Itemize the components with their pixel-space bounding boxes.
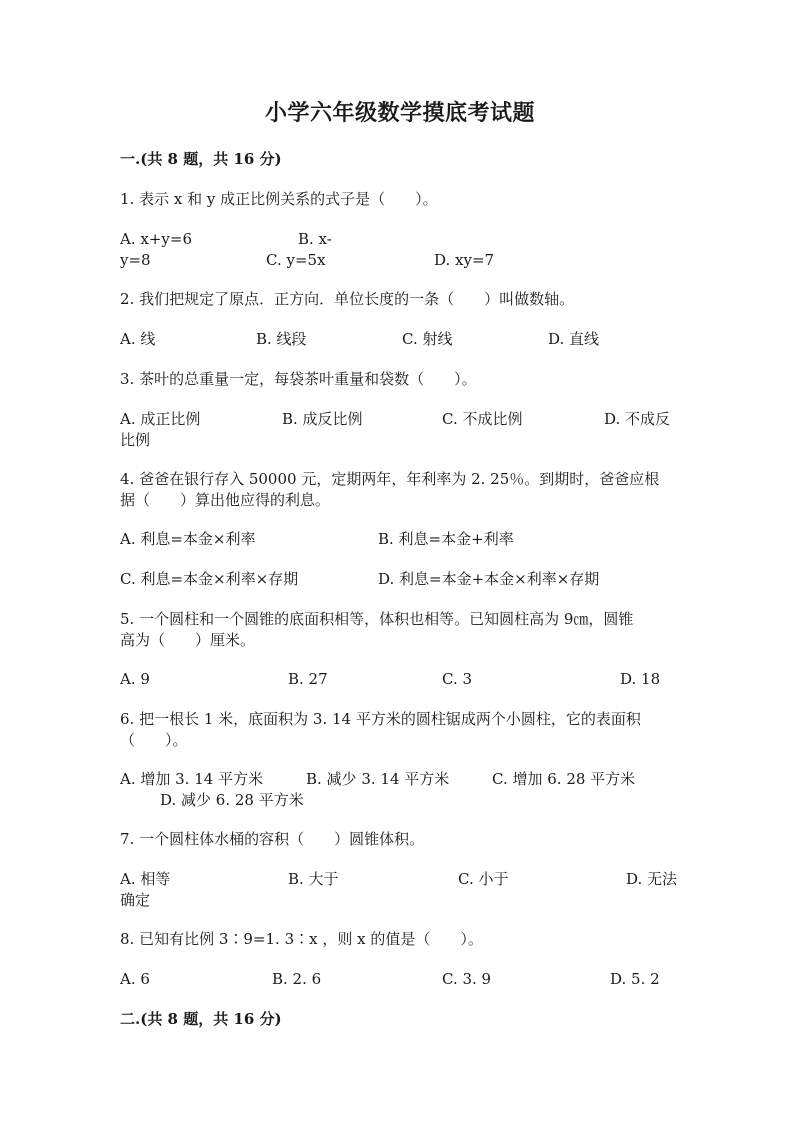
- section-heading-2: 二.(共 8 题，共 16 分): [120, 1010, 282, 1028]
- question-3-option-d: D. 不成反: [604, 410, 671, 428]
- question-3-stem: 3. 茶叶的总重量一定，每袋茶叶重量和袋数（ ）。: [120, 370, 477, 388]
- question-8-option-d: D. 5. 2: [610, 970, 660, 988]
- question-1-option-d: D. xy=7: [434, 251, 495, 269]
- question-8-stem: 8. 已知有比例 3∶9=1. 3∶x ，则 x 的值是（ ）。: [120, 930, 483, 948]
- question-6-stem-wrap: （ ）。: [120, 731, 188, 749]
- question-4-option-c: C. 利息=本金×利率×存期: [120, 570, 299, 588]
- page-title: 小学六年级数学摸底考试题: [264, 100, 535, 126]
- question-7-option-d-wrap: 确定: [120, 891, 151, 909]
- section-heading-1: 一.(共 8 题，共 16 分): [120, 150, 282, 168]
- question-1-option-c: C. y=5x: [266, 251, 326, 269]
- question-7-option-a: A. 相等: [120, 870, 171, 888]
- question-4-stem-wrap: 据（ ）算出他应得的利息。: [120, 491, 331, 509]
- question-2-option-d: D. 直线: [548, 330, 600, 348]
- question-1-option-b: B. x-: [298, 230, 332, 248]
- question-4-option-a: A. 利息=本金×利率: [120, 530, 256, 548]
- question-5-stem: 5. 一个圆柱和一个圆锥的底面积相等，体积也相等。已知圆柱高为 9㎝，圆锥: [120, 610, 634, 628]
- question-6-stem: 6. 把一根长 1 米，底面积为 3. 14 平方米的圆柱锯成两个小圆柱，它的表面积: [120, 710, 641, 728]
- question-5-option-c: C. 3: [442, 670, 473, 688]
- question-3-option-c: C. 不成比例: [442, 410, 523, 428]
- question-7-option-c: C. 小于: [458, 870, 509, 888]
- question-7-option-d: D. 无法: [626, 870, 678, 888]
- question-2-stem: 2. 我们把规定了原点．正方向．单位长度的一条（ ）叫做数轴。: [120, 290, 575, 308]
- question-1-stem: 1. 表示 x 和 y 成正比例关系的式子是（ ）。: [120, 190, 438, 208]
- question-3-option-b: B. 成反比例: [282, 410, 363, 428]
- question-7-stem: 7. 一个圆柱体水桶的容积（ ）圆锥体积。: [120, 830, 425, 848]
- question-2-option-c: C. 射线: [402, 330, 453, 348]
- question-6-option-a: A. 增加 3. 14 平方米: [120, 770, 264, 788]
- question-8-option-a: A. 6: [120, 970, 150, 988]
- question-5-option-b: B. 27: [288, 670, 328, 688]
- question-1-option-b-wrap: y=8: [120, 251, 151, 269]
- question-6-option-c: C. 增加 6. 28 平方米: [492, 770, 636, 788]
- question-3-option-a: A. 成正比例: [120, 410, 201, 428]
- question-2-option-a: A. 线: [120, 330, 156, 348]
- question-1-option-a: A. x+y=6: [120, 230, 192, 248]
- question-5-stem-wrap: 高为（ ）厘米。: [120, 631, 256, 649]
- question-4-stem: 4. 爸爸在银行存入 50000 元，定期两年，年利率为 2. 25％。到期时，爸爸应根: [120, 470, 660, 488]
- question-8-option-c: C. 3. 9: [442, 970, 492, 988]
- question-2-option-b: B. 线段: [256, 330, 307, 348]
- question-8-option-b: B. 2. 6: [272, 970, 322, 988]
- question-5-option-a: A. 9: [120, 670, 150, 688]
- question-4-option-d: D. 利息=本金+本金×利率×存期: [378, 570, 600, 588]
- question-6-option-d: D. 减少 6. 28 平方米: [160, 791, 304, 809]
- question-3-option-d-wrap: 比例: [120, 431, 151, 449]
- question-6-option-b: B. 减少 3. 14 平方米: [306, 770, 450, 788]
- question-4-option-b: B. 利息=本金+利率: [378, 530, 514, 548]
- question-5-option-d: D. 18: [620, 670, 661, 688]
- question-7-option-b: B. 大于: [288, 870, 339, 888]
